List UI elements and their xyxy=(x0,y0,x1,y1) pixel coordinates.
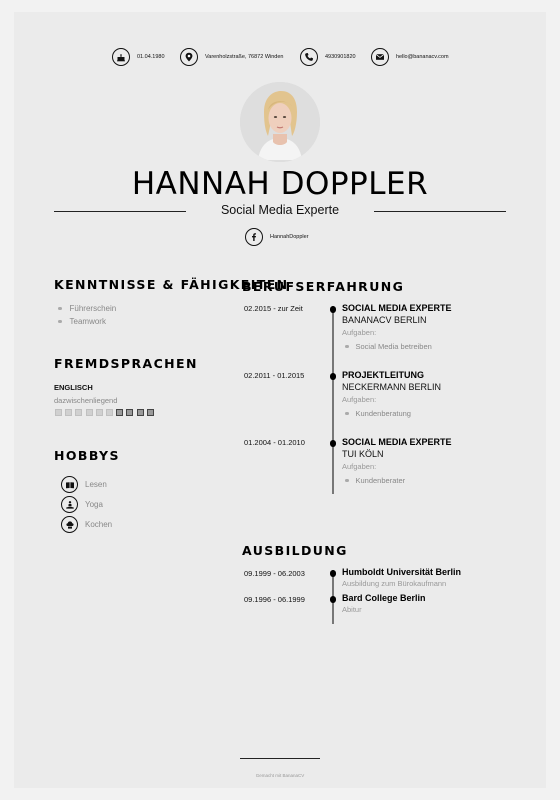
experience-org: BANANACV BERLIN xyxy=(342,315,427,325)
email-text: hello@bananacv.com xyxy=(396,54,449,60)
contact-birthdate xyxy=(112,48,165,66)
education-entry xyxy=(342,567,522,591)
experience-date: 02.2015 - zur Zeit xyxy=(244,304,303,313)
hobby-label: Lesen xyxy=(85,480,107,489)
footer-rule xyxy=(240,758,320,759)
experience-timeline xyxy=(332,306,334,494)
address-text: Varenholzstraße, 76872 Winden xyxy=(205,54,284,60)
timeline-dot xyxy=(330,440,337,447)
education-detail: Ausbildung zum Bürokaufmann xyxy=(342,579,447,588)
social-facebook[interactable] xyxy=(245,228,309,246)
rating-square xyxy=(65,409,72,416)
experience-task: Social Media betreiben xyxy=(345,340,522,353)
hobby-label: Kochen xyxy=(85,520,113,529)
education-school: Bard College Berlin xyxy=(342,593,426,603)
education-heading: AUSBILDUNG xyxy=(242,543,348,558)
footer-credit: Gemacht mit BananaCV xyxy=(255,773,305,778)
experience-org: NECKERMANN BERLIN xyxy=(342,382,442,392)
education-date: 09.1996 - 06.1999 xyxy=(244,595,305,604)
lotus-icon xyxy=(61,496,78,513)
language-level: dazwischenliegend xyxy=(54,396,118,405)
rating-square xyxy=(147,409,154,416)
book-icon xyxy=(61,476,78,493)
hobby-item xyxy=(61,476,107,493)
chef-hat-icon xyxy=(61,516,78,533)
subtitle-row xyxy=(0,203,560,219)
experience-heading: BERUFSERFAHRUNG xyxy=(242,279,405,294)
skills-list xyxy=(58,302,116,328)
social-handle: HannahDoppler xyxy=(270,234,309,240)
contact-bar xyxy=(0,48,560,66)
experience-entry xyxy=(342,437,522,487)
hobby-label: Yoga xyxy=(85,500,103,509)
experience-date: 01.2004 - 01.2010 xyxy=(244,438,305,447)
experience-entry xyxy=(342,303,522,353)
contact-phone xyxy=(300,48,356,66)
contact-email[interactable] xyxy=(371,48,449,66)
rating-square xyxy=(126,409,133,416)
rating-square xyxy=(96,409,103,416)
tasks-label: Aufgaben: xyxy=(342,328,377,337)
experience-entry xyxy=(342,370,522,420)
language-name: ENGLISCH xyxy=(54,383,93,392)
rating-square xyxy=(106,409,113,416)
hobbies-heading: HOBBYS xyxy=(54,448,120,463)
timeline-dot xyxy=(330,596,337,603)
experience-task: Kundenberater xyxy=(345,474,522,487)
subtitle-rule-right xyxy=(374,211,506,212)
rating-square xyxy=(137,409,144,416)
experience-role: PROJEKTLEITUNG xyxy=(342,370,425,380)
experience-role: SOCIAL MEDIA EXPERTE xyxy=(342,303,452,313)
rating-square xyxy=(75,409,82,416)
language-rating xyxy=(55,409,157,416)
education-school: Humboldt Universität Berlin xyxy=(342,567,462,577)
tasks-label: Aufgaben: xyxy=(342,462,377,471)
cake-icon xyxy=(112,48,130,66)
mail-icon xyxy=(371,48,389,66)
experience-role: SOCIAL MEDIA EXPERTE xyxy=(342,437,452,447)
skills-heading: KENNTNISSE & FÄHIGKEITEN xyxy=(54,277,289,292)
timeline-dot xyxy=(330,306,337,313)
education-date: 09.1999 - 06.2003 xyxy=(244,569,305,578)
list-item: Teamwork xyxy=(58,315,116,328)
job-title: Social Media Experte xyxy=(220,203,340,217)
rating-square xyxy=(116,409,123,416)
list-item: Führerschein xyxy=(58,302,116,315)
rating-square xyxy=(86,409,93,416)
rating-square xyxy=(55,409,62,416)
experience-task: Kundenberatung xyxy=(345,407,522,420)
birthdate-text: 01.04.1980 xyxy=(137,54,165,60)
experience-date: 02.2011 - 01.2015 xyxy=(244,371,305,380)
hobby-item xyxy=(61,496,103,513)
timeline-dot xyxy=(330,373,337,380)
profile-photo xyxy=(240,82,320,162)
education-entry xyxy=(342,593,522,617)
phone-icon xyxy=(300,48,318,66)
contact-address xyxy=(180,48,283,66)
hobby-item xyxy=(61,516,112,533)
location-pin-icon xyxy=(180,48,198,66)
candidate-name: HANNAH DOPPLER xyxy=(131,166,429,202)
phone-text: 4930901820 xyxy=(325,54,356,60)
languages-heading: FREMDSPRACHEN xyxy=(54,356,198,371)
experience-org: TUI KÖLN xyxy=(342,449,384,459)
timeline-dot xyxy=(330,570,337,577)
facebook-icon xyxy=(245,228,263,246)
education-detail: Abitur xyxy=(342,605,362,614)
tasks-label: Aufgaben: xyxy=(342,395,377,404)
